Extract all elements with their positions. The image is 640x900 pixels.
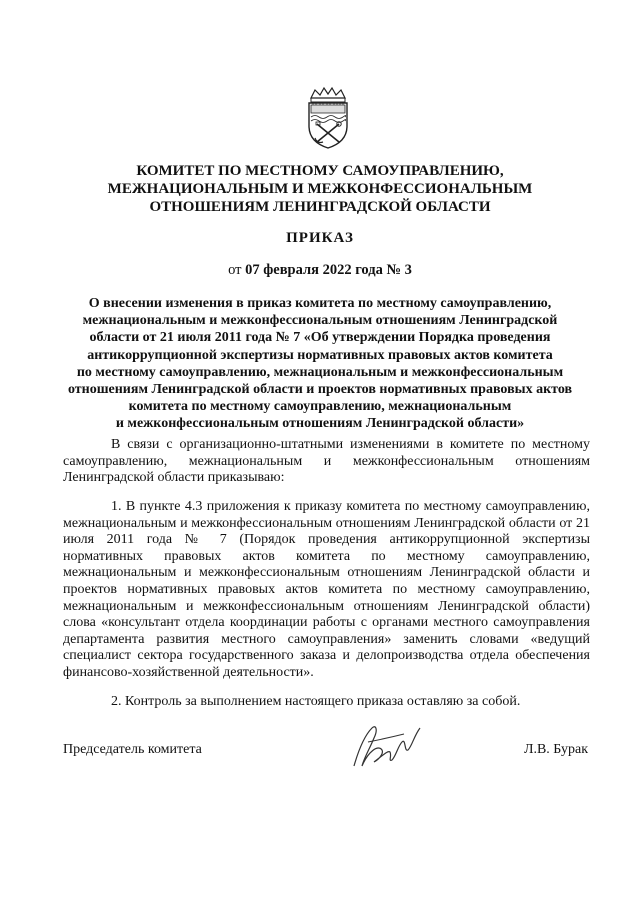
item-1-paragraph: 1. В пункте 4.3 приложения к приказу комитета по местному самоуправлению, межнациональным и межконфессиональным отношениям Ленинградской области от 21 июля 2011 года № 7 (Порядок проведения антикоррупционной экспертизы нормативных правовых актов комитета по местному самоуправлению, межнациональным и межконфессиональным отношениям Ленинградской области и проектов нормативных правовых актов комитета по местному самоуправлению, межнациональным и межконфессиональным отношениям Ленинградской области) слова «консультант отдела координации работы с органами местного самоуправления департамента развития местного самоуправления» заменить словами «ведущий специалист сектора государственного заказа и делопроизводства отдела обеспечения финансово-хозяйственной деятельности». [63, 499, 590, 680]
document-subject: О внесении изменения в приказ комитета по местному самоуправлению, межнациональным и межконфессиональным отношениям Ленинградской области от 21 июля 2011 года № 7 «Об утверждении Порядка проведения антикоррупционной экспертизы нормативных правовых актов комитета по местному самоуправлению, межнациональным и межконфессиональным отношениям Ленинградской области и проектов нормативных правовых актов комитета по местному самоуправлению, межнациональным и межконфессиональным отношениям Ленинградской области» [67, 296, 573, 432]
date-prefix: от [228, 262, 246, 278]
document-date [60, 262, 580, 279]
preamble-paragraph: В связи с организационно-штатными изменениями в комитете по местному самоуправлению, межнациональным и межконфессиональным отношениям Ленинградской области приказываю: [63, 437, 590, 486]
signer-title: Председатель комитета [63, 742, 202, 757]
organization-name: КОМИТЕТ ПО МЕСТНОМУ САМОУПРАВЛЕНИЮ, МЕЖНАЦИОНАЛЬНЫМ И МЕЖКОНФЕССИОНАЛЬНЫМ ОТНОШЕНИЯМ ЛЕНИНГРАДСКОЙ ОБЛАСТИ [107, 163, 533, 215]
item-2-paragraph: 2. Контроль за выполнением настоящего приказа оставляю за собой. [111, 694, 521, 709]
date-value: 07 февраля 2022 года № 3 [245, 262, 412, 278]
document-type: ПРИКАЗ [286, 230, 354, 246]
signer-name: Л.В. Бурак [523, 742, 588, 757]
coat-of-arms-icon [303, 86, 353, 150]
handwritten-signature-icon [348, 722, 428, 774]
